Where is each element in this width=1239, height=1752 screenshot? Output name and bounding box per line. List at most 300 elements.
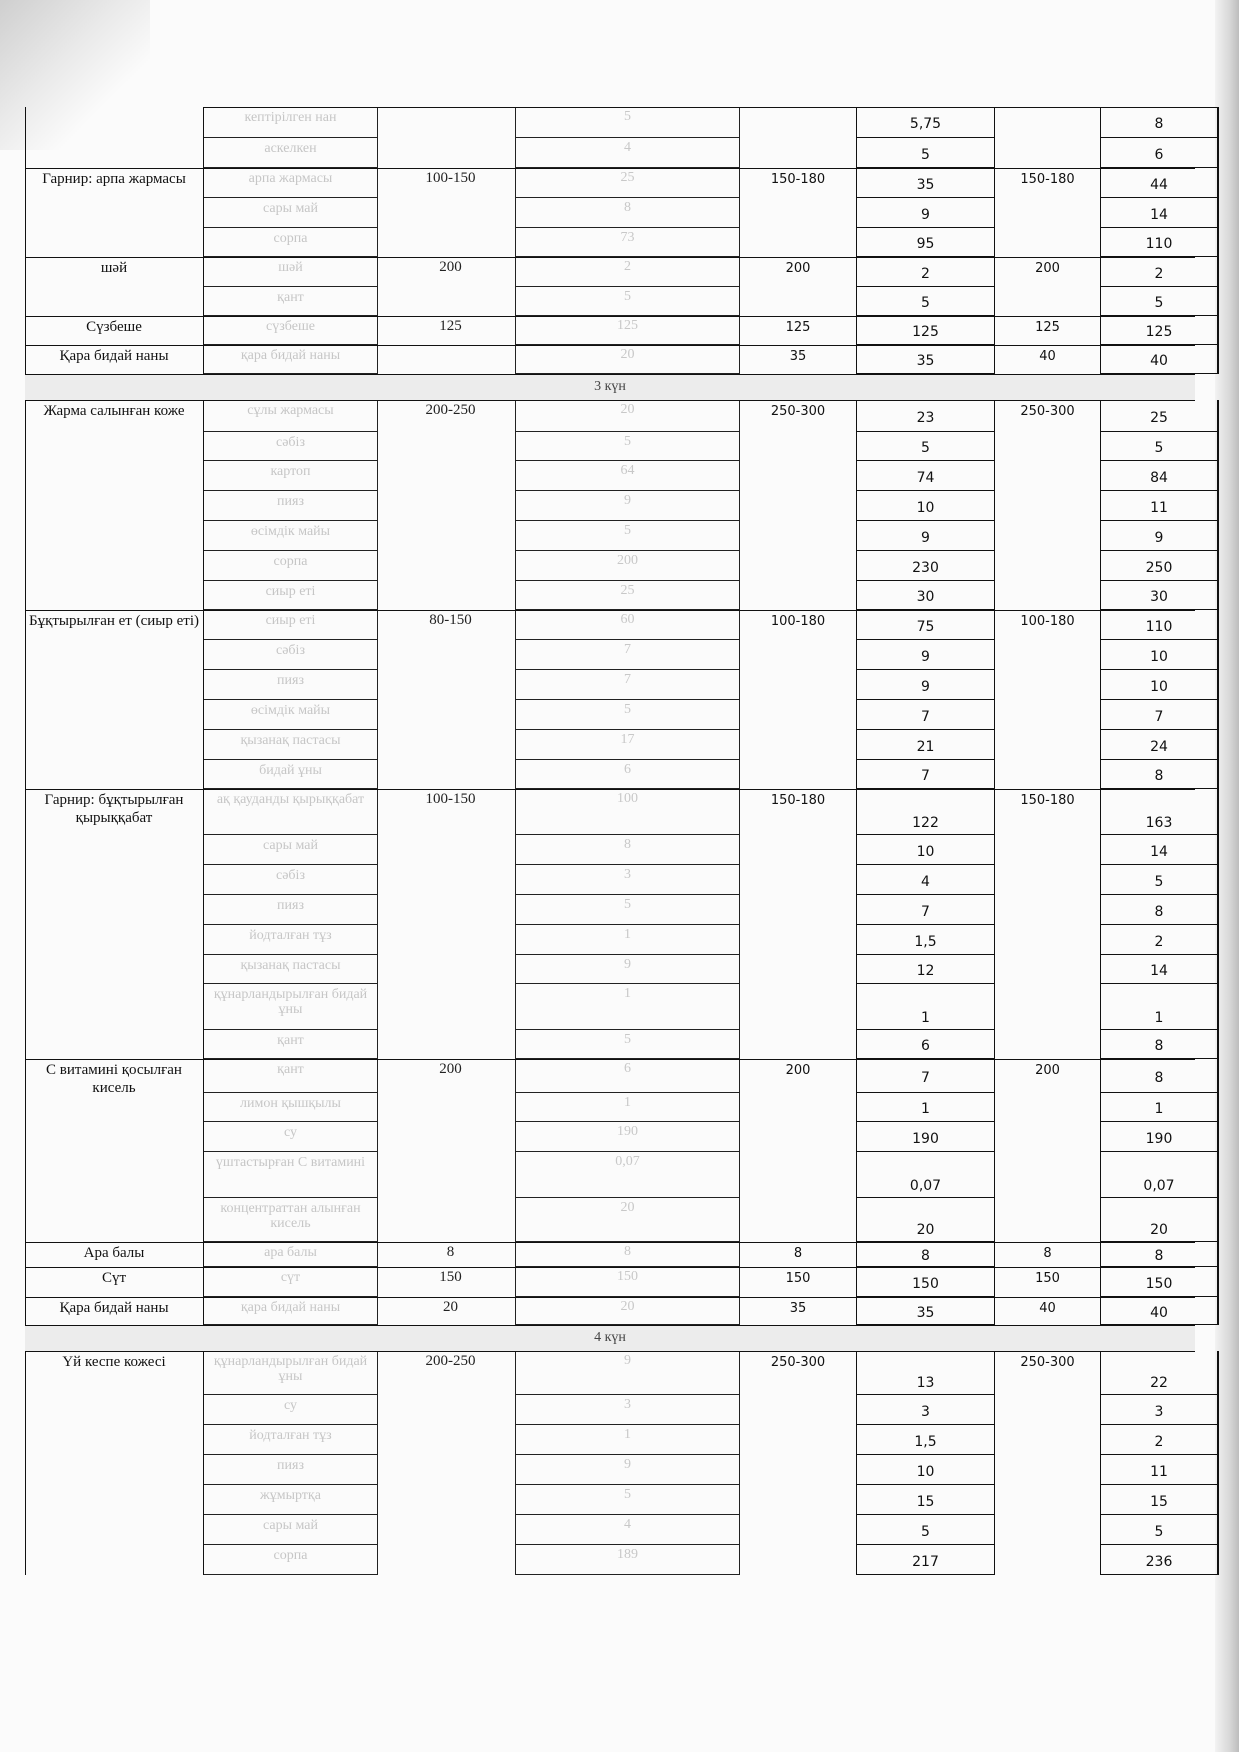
- dish-name: Қара бидай наны: [59, 348, 169, 364]
- gross-weight: 5: [515, 432, 740, 461]
- table-row: [25, 640, 1195, 670]
- serving-7-10: [740, 670, 856, 700]
- norm-serving: [378, 1152, 523, 1198]
- dish-name: Үй кеспе кожесі: [62, 1354, 166, 1370]
- norm-serving: [378, 1515, 523, 1545]
- weight-11-18: 30: [1100, 581, 1218, 610]
- serving-11-18: [995, 670, 1100, 700]
- table-rule: [25, 1325, 1195, 1326]
- gross-weight: 9: [515, 1351, 740, 1395]
- gross-weight: 6: [515, 760, 740, 789]
- serving-11-18: 125: [1035, 320, 1060, 335]
- table-row: [25, 789, 1195, 835]
- gross-weight: 8: [515, 198, 740, 228]
- dish-name: [25, 1395, 203, 1425]
- weight-7-10: 10: [856, 491, 995, 521]
- weight-7-10: 125: [856, 316, 995, 345]
- serving-11-18: [995, 865, 1100, 895]
- ingredient: сүт: [203, 1267, 378, 1297]
- table-rule: [25, 610, 1195, 611]
- weight-11-18: 5: [1100, 287, 1218, 316]
- norm-serving: [378, 925, 523, 955]
- weight-11-18: 5: [1100, 432, 1218, 461]
- gross-weight: 4: [515, 1515, 740, 1545]
- gross-weight: 6: [515, 1059, 740, 1093]
- serving-11-18: 200: [1035, 1063, 1060, 1078]
- weight-11-18: 110: [1100, 228, 1218, 257]
- norm-serving: [378, 1545, 523, 1575]
- weight-11-18: 5: [1100, 865, 1218, 895]
- serving-11-18: [995, 432, 1100, 461]
- weight-7-10: 2: [856, 257, 995, 287]
- norm-serving: [378, 730, 523, 760]
- gross-weight: 189: [515, 1545, 740, 1575]
- dish-name: [25, 198, 203, 228]
- ingredient: сиыр еті: [203, 581, 378, 610]
- serving-11-18: [995, 1455, 1100, 1485]
- table-rule: [25, 1297, 1195, 1298]
- ingredient: пияз: [203, 670, 378, 700]
- serving-7-10: [740, 1395, 856, 1425]
- table-rule: [25, 400, 1195, 401]
- table-rule: [203, 1351, 204, 1575]
- norm-serving: [378, 1485, 523, 1515]
- serving-7-10: [740, 730, 856, 760]
- weight-7-10: 5: [856, 138, 995, 168]
- serving-11-18: [995, 198, 1100, 228]
- table-row: [25, 1545, 1195, 1575]
- ingredient: лимон қышқылы: [203, 1093, 378, 1122]
- dish-name: [25, 1545, 203, 1575]
- serving-7-10: [740, 1122, 856, 1152]
- serving-7-10: 200: [785, 1063, 811, 1078]
- serving-11-18: [995, 551, 1100, 581]
- gross-weight: 2: [515, 257, 740, 287]
- weight-11-18: 8: [1100, 1030, 1218, 1059]
- norm-serving: [378, 835, 523, 865]
- table-row: [25, 730, 1195, 760]
- gross-weight: 64: [515, 461, 740, 491]
- gross-weight: 5: [515, 287, 740, 316]
- dish-name: [25, 432, 203, 461]
- serving-7-10: [740, 581, 856, 610]
- gross-weight: 100: [515, 789, 740, 835]
- ingredient: құнарландырылған бидай ұны: [203, 1351, 378, 1395]
- weight-11-18: 8: [1100, 1242, 1218, 1267]
- norm-serving: [378, 198, 523, 228]
- table-row: [25, 1152, 1195, 1198]
- table-row: [25, 521, 1195, 551]
- weight-7-10: 20: [856, 1198, 995, 1242]
- weight-11-18: 44: [1100, 168, 1218, 198]
- ingredient: ара балы: [203, 1242, 378, 1267]
- ingredient: сәбіз: [203, 432, 378, 461]
- norm-serving: [378, 287, 523, 316]
- serving-11-18: 150-180: [1020, 793, 1075, 808]
- weight-11-18: 10: [1100, 640, 1218, 670]
- gross-weight: 8: [515, 1242, 740, 1267]
- norm-serving: 200: [439, 259, 462, 275]
- dish-name: Қара бидай наны: [59, 1300, 169, 1316]
- dish-name: Бұқтырылған ет (сиыр еті): [28, 613, 200, 629]
- gross-weight: 125: [515, 316, 740, 345]
- weight-7-10: 150: [856, 1267, 995, 1297]
- weight-11-18: 7: [1100, 700, 1218, 730]
- table-row: [25, 461, 1195, 491]
- norm-serving: 80-150: [429, 612, 472, 628]
- dish-name: [25, 984, 203, 1030]
- serving-11-18: 200: [1035, 261, 1060, 276]
- gross-weight: 1: [515, 1093, 740, 1122]
- norm-serving: [378, 138, 523, 168]
- serving-11-18: [995, 491, 1100, 521]
- serving-7-10: 8: [793, 1246, 803, 1261]
- norm-serving: [378, 895, 523, 925]
- weight-7-10: 1: [856, 984, 995, 1030]
- ingredient: сорпа: [203, 551, 378, 581]
- norm-serving: 125: [439, 318, 462, 334]
- ingredient: йодталған тұз: [203, 925, 378, 955]
- serving-11-18: [995, 1395, 1100, 1425]
- serving-11-18: [995, 1425, 1100, 1455]
- weight-7-10: 1,5: [856, 1425, 995, 1455]
- weight-7-10: 8: [856, 1242, 995, 1267]
- norm-serving: [378, 1455, 523, 1485]
- weight-7-10: 74: [856, 461, 995, 491]
- serving-11-18: [995, 835, 1100, 865]
- dish-name: [25, 670, 203, 700]
- table-row: [25, 895, 1195, 925]
- gross-weight: 8: [515, 835, 740, 865]
- ingredient: су: [203, 1122, 378, 1152]
- norm-serving: [378, 1122, 523, 1152]
- gross-weight: 1: [515, 984, 740, 1030]
- weight-11-18: 11: [1100, 491, 1218, 521]
- gross-weight: 5: [515, 521, 740, 551]
- serving-7-10: 250-300: [770, 1355, 826, 1370]
- norm-serving: [378, 1198, 523, 1242]
- serving-7-10: [740, 107, 856, 138]
- ingredient: қант: [203, 1059, 378, 1093]
- weight-7-10: 5: [856, 432, 995, 461]
- table-row: [25, 1267, 1195, 1297]
- weight-11-18: 40: [1100, 1297, 1218, 1325]
- serving-7-10: [740, 640, 856, 670]
- ingredient: ақ қауданды қырыққабат: [203, 789, 378, 835]
- norm-serving: [378, 1425, 523, 1455]
- serving-11-18: [995, 1030, 1100, 1059]
- serving-7-10: [740, 138, 856, 168]
- weight-7-10: 6: [856, 1030, 995, 1059]
- ingredient: арпа жармасы: [203, 168, 378, 198]
- table-row: [25, 400, 1195, 432]
- weight-7-10: 4: [856, 865, 995, 895]
- table-row: [25, 670, 1195, 700]
- table-rule: [25, 316, 1195, 317]
- norm-serving: [378, 1030, 523, 1059]
- table-rule: [1218, 400, 1219, 1325]
- serving-11-18: [995, 138, 1100, 168]
- serving-7-10: 35: [789, 1301, 807, 1316]
- weight-11-18: 14: [1100, 198, 1218, 228]
- serving-11-18: 8: [1043, 1246, 1052, 1261]
- serving-7-10: [740, 984, 856, 1030]
- gross-weight: 73: [515, 228, 740, 257]
- table-row: [25, 1093, 1195, 1122]
- serving-11-18: 150: [1035, 1271, 1060, 1286]
- table-rule: [25, 1059, 1195, 1060]
- serving-7-10: [740, 1093, 856, 1122]
- norm-serving: [378, 670, 523, 700]
- ingredient: қара бидай наны: [203, 1297, 378, 1325]
- serving-7-10: [740, 1515, 856, 1545]
- weight-11-18: 24: [1100, 730, 1218, 760]
- serving-11-18: [995, 1093, 1100, 1122]
- dish-name: [25, 1515, 203, 1545]
- table-row: [25, 168, 1195, 198]
- dish-name: [25, 700, 203, 730]
- dish-name: Ара балы: [83, 1245, 145, 1261]
- norm-serving: 200: [439, 1061, 462, 1077]
- gross-weight: 9: [515, 955, 740, 984]
- dish-name: [25, 1152, 203, 1198]
- weight-7-10: 217: [856, 1545, 995, 1575]
- serving-11-18: [995, 1485, 1100, 1515]
- dish-name: [25, 461, 203, 491]
- norm-serving: 100-150: [425, 791, 476, 807]
- gross-weight: 1: [515, 925, 740, 955]
- ingredient: өсімдік майы: [203, 700, 378, 730]
- dish-name: [25, 138, 203, 168]
- ingredient: үштастырған С витамині: [203, 1152, 378, 1198]
- dish-name: [25, 1198, 203, 1242]
- weight-7-10: 12: [856, 955, 995, 984]
- table-rule: [25, 257, 1195, 258]
- table-rule: [25, 1267, 1195, 1268]
- serving-11-18: [995, 107, 1100, 138]
- dish-name: Жарма салынған коже: [43, 403, 185, 419]
- ingredient: концентраттан алынған кисель: [203, 1198, 378, 1242]
- dish-name: [25, 1093, 203, 1122]
- dish-name: [25, 835, 203, 865]
- norm-serving: [378, 700, 523, 730]
- ingredient: қызанақ пастасы: [203, 730, 378, 760]
- ingredient: сүзбеше: [203, 316, 378, 345]
- gross-weight: 9: [515, 491, 740, 521]
- dish-name: [25, 107, 203, 138]
- ingredient: қызанақ пастасы: [203, 955, 378, 984]
- weight-7-10: 35: [856, 1297, 995, 1325]
- dish-name: [25, 1122, 203, 1152]
- norm-serving: [378, 107, 523, 138]
- norm-serving: [378, 521, 523, 551]
- ingredient: сорпа: [203, 1545, 378, 1575]
- ingredient: жұмыртқа: [203, 1485, 378, 1515]
- gross-weight: 3: [515, 865, 740, 895]
- ingredient: шәй: [203, 257, 378, 287]
- gross-weight: 1: [515, 1425, 740, 1455]
- table-row: [25, 1515, 1195, 1545]
- weight-11-18: 3: [1100, 1395, 1218, 1425]
- weight-7-10: 21: [856, 730, 995, 760]
- weight-11-18: 5: [1100, 1515, 1218, 1545]
- weight-7-10: 122: [856, 789, 995, 835]
- table-row: [25, 581, 1195, 610]
- dish-name: [25, 287, 203, 316]
- table-row: [25, 1425, 1195, 1455]
- serving-11-18: [995, 1152, 1100, 1198]
- norm-serving: [378, 581, 523, 610]
- norm-serving: [378, 760, 523, 789]
- serving-11-18: [995, 1515, 1100, 1545]
- dish-name: [25, 865, 203, 895]
- ingredient: құнарландырылған бидай ұны: [203, 984, 378, 1030]
- table-row: [25, 1242, 1195, 1267]
- serving-11-18: 150-180: [1020, 172, 1075, 187]
- serving-7-10: [740, 925, 856, 955]
- table-row: [25, 316, 1195, 345]
- norm-serving: [378, 1395, 523, 1425]
- dish-name: Гарнир: арпа жармасы: [42, 171, 186, 187]
- serving-7-10: [740, 760, 856, 789]
- weight-7-10: 190: [856, 1122, 995, 1152]
- serving-11-18: [995, 521, 1100, 551]
- dish-name: [25, 1425, 203, 1455]
- table-row: [25, 760, 1195, 789]
- weight-7-10: 95: [856, 228, 995, 257]
- ingredient: су: [203, 1395, 378, 1425]
- weight-11-18: 22: [1100, 1351, 1218, 1395]
- ingredient: сары май: [203, 835, 378, 865]
- weight-11-18: 8: [1100, 895, 1218, 925]
- weight-7-10: 9: [856, 670, 995, 700]
- norm-serving: [378, 984, 523, 1030]
- table-row: [25, 107, 1195, 138]
- gross-weight: 20: [515, 1198, 740, 1242]
- gross-weight: 5: [515, 1030, 740, 1059]
- ingredient: сорпа: [203, 228, 378, 257]
- weight-11-18: 2: [1100, 925, 1218, 955]
- gross-weight: 0,07: [515, 1152, 740, 1198]
- weight-7-10: 10: [856, 835, 995, 865]
- norm-serving: [378, 345, 523, 374]
- dish-name: [25, 581, 203, 610]
- weight-11-18: 25: [1100, 400, 1218, 432]
- weight-7-10: 7: [856, 700, 995, 730]
- gross-weight: 20: [515, 1297, 740, 1325]
- table-row: [25, 1297, 1195, 1325]
- norm-serving: [378, 491, 523, 521]
- ingredient: қант: [203, 287, 378, 316]
- table-rule: [203, 107, 204, 374]
- weight-7-10: 35: [856, 345, 995, 374]
- weight-11-18: 11: [1100, 1455, 1218, 1485]
- table-rule: [25, 374, 1195, 375]
- dish-name: [25, 1485, 203, 1515]
- serving-11-18: 250-300: [1020, 1355, 1075, 1370]
- dish-name: [25, 640, 203, 670]
- gross-weight: 3: [515, 1395, 740, 1425]
- serving-7-10: [740, 865, 856, 895]
- serving-7-10: [740, 551, 856, 581]
- weight-11-18: 1: [1100, 984, 1218, 1030]
- dish-name: Сүзбеше: [86, 319, 142, 335]
- ingredient: сары май: [203, 1515, 378, 1545]
- weight-11-18: 125: [1100, 316, 1218, 345]
- gross-weight: 17: [515, 730, 740, 760]
- weight-11-18: 8: [1100, 1059, 1218, 1093]
- weight-7-10: 1: [856, 1093, 995, 1122]
- weight-7-10: 3: [856, 1395, 995, 1425]
- dish-name: Сүт: [101, 1270, 127, 1286]
- norm-serving: [378, 461, 523, 491]
- table-rule: [203, 107, 1218, 108]
- norm-serving: 8: [446, 1244, 455, 1260]
- table-row: [25, 138, 1195, 168]
- dish-name: [25, 925, 203, 955]
- serving-11-18: [995, 984, 1100, 1030]
- ingredient: картоп: [203, 461, 378, 491]
- weight-7-10: 7: [856, 760, 995, 789]
- weight-11-18: 1: [1100, 1093, 1218, 1122]
- table-row: [25, 700, 1195, 730]
- weight-7-10: 5: [856, 1515, 995, 1545]
- table-rule: [25, 789, 1195, 790]
- weight-11-18: 8: [1100, 760, 1218, 789]
- serving-7-10: [740, 1485, 856, 1515]
- table-row: [25, 835, 1195, 865]
- dish-name: [25, 760, 203, 789]
- dish-name: [25, 551, 203, 581]
- table-row: [25, 1455, 1195, 1485]
- weight-11-18: 15: [1100, 1485, 1218, 1515]
- gross-weight: 4: [515, 138, 740, 168]
- serving-11-18: [995, 1198, 1100, 1242]
- weight-7-10: 5: [856, 287, 995, 316]
- table-row: [25, 865, 1195, 895]
- weight-7-10: 9: [856, 198, 995, 228]
- weight-7-10: 7: [856, 1059, 995, 1093]
- serving-7-10: [740, 491, 856, 521]
- norm-serving: 20: [443, 1299, 458, 1315]
- ingredient: сары май: [203, 198, 378, 228]
- serving-7-10: 150-180: [770, 793, 826, 808]
- serving-11-18: 100-180: [1020, 614, 1075, 629]
- serving-11-18: [995, 461, 1100, 491]
- dish-name: [25, 955, 203, 984]
- table-rule: [25, 1351, 1195, 1352]
- table-row: [25, 1122, 1195, 1152]
- table-rule: [1218, 1351, 1219, 1575]
- weight-11-18: 250: [1100, 551, 1218, 581]
- ingredient: қант: [203, 1030, 378, 1059]
- serving-11-18: [995, 1122, 1100, 1152]
- serving-7-10: 150: [785, 1271, 811, 1286]
- weight-11-18: 163: [1100, 789, 1218, 835]
- norm-serving: 200-250: [425, 1353, 476, 1369]
- gross-weight: 60: [515, 610, 740, 640]
- table-row: [25, 1485, 1195, 1515]
- serving-7-10: [740, 432, 856, 461]
- dish-name: [25, 491, 203, 521]
- serving-11-18: 40: [1039, 1301, 1056, 1316]
- ingredient: сиыр еті: [203, 610, 378, 640]
- weight-7-10: 10: [856, 1455, 995, 1485]
- serving-11-18: [995, 730, 1100, 760]
- norm-serving: 150: [439, 1269, 462, 1285]
- weight-11-18: 150: [1100, 1267, 1218, 1297]
- norm-serving: [378, 865, 523, 895]
